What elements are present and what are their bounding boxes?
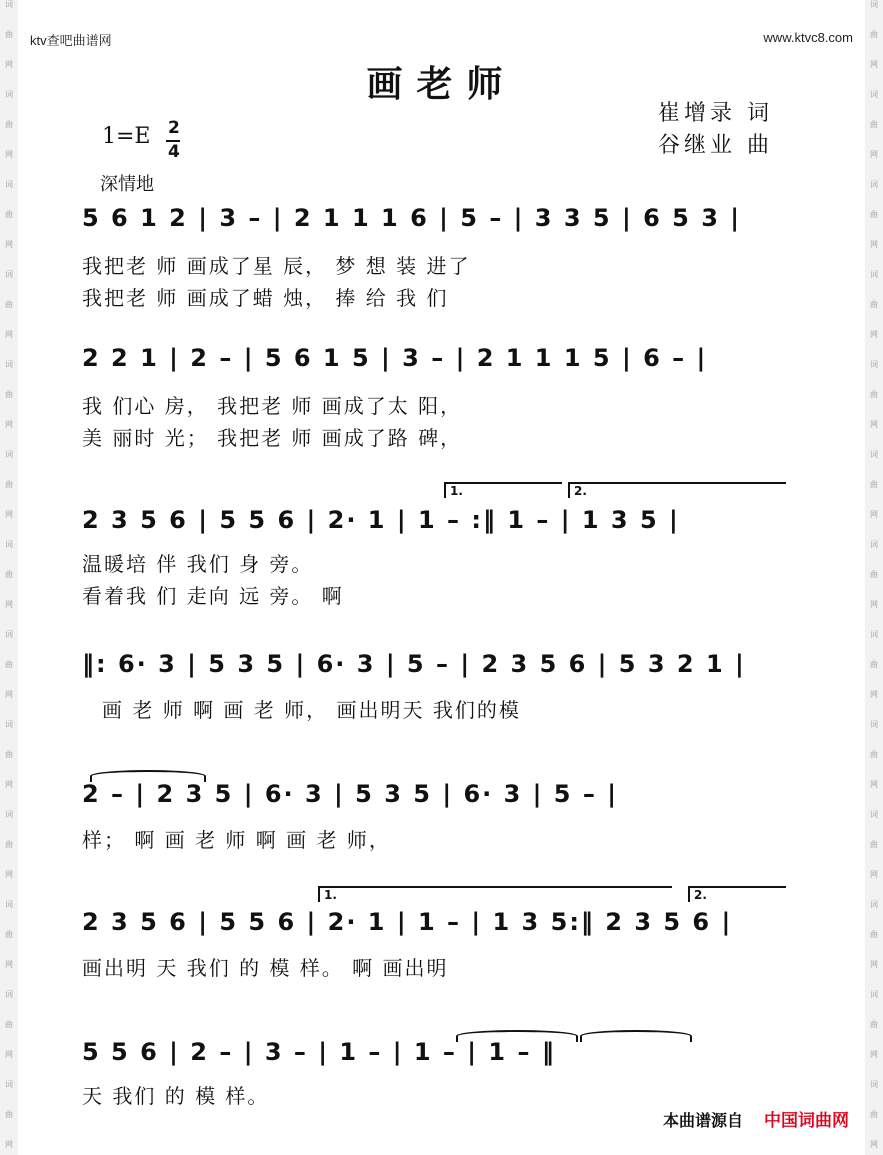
watermark-char: 词	[870, 990, 878, 999]
watermark-char: 曲	[5, 30, 13, 39]
lyrics-line-1-verse-2: 我把老 师 画成了蜡 烛， 捧 给 我 们	[82, 286, 449, 310]
watermark-char: 词	[5, 0, 13, 9]
watermark-char: 网	[5, 1140, 13, 1149]
watermark-char: 网	[870, 150, 878, 159]
watermark-char: 网	[870, 330, 878, 339]
watermark-char: 词	[5, 90, 13, 99]
notation-line-1: 5 6 1 2 | 3 – | 2 1 1 1 6 | 5 – | 3 3 5 | 6 5 3 |	[82, 204, 742, 232]
watermark-char: 网	[5, 510, 13, 519]
lyrics-line-7: 天 我们 的 模 样。	[82, 1084, 270, 1108]
watermark-char: 网	[5, 960, 13, 969]
lyrics-line-3-verse-1: 温暖培 伴 我们 身 旁。	[82, 552, 314, 576]
watermark-char: 曲	[5, 570, 13, 579]
watermark-char: 曲	[870, 1020, 878, 1029]
watermark-char: 曲	[5, 390, 13, 399]
watermark-char: 网	[5, 1050, 13, 1059]
watermark-char: 词	[5, 540, 13, 549]
watermark-char: 曲	[870, 480, 878, 489]
watermark-char: 网	[5, 600, 13, 609]
song-title: 画老师	[366, 63, 517, 105]
watermark-char: 曲	[5, 840, 13, 849]
watermark-char: 词	[870, 270, 878, 279]
notation-line-3: 2 3 5 6 | 5 5 6 | 2· 1 | 1 – :‖ 1 – | 1 3 5 |	[82, 506, 680, 534]
watermark-char: 曲	[5, 930, 13, 939]
watermark-char: 网	[870, 1050, 878, 1059]
watermark-char: 词	[870, 1080, 878, 1089]
watermark-char: 词	[870, 450, 878, 459]
watermark-char: 词	[5, 180, 13, 189]
footer-source-site[interactable]: 中国词曲网	[764, 1111, 849, 1131]
watermark-char: 曲	[5, 480, 13, 489]
watermark-char: 网	[870, 690, 878, 699]
watermark-char: 网	[5, 870, 13, 879]
watermark-char: 曲	[870, 570, 878, 579]
watermark-char: 网	[5, 240, 13, 249]
watermark-char: 词	[5, 270, 13, 279]
watermark-char: 网	[5, 150, 13, 159]
key-signature: 1=E	[102, 124, 151, 149]
watermark-char: 曲	[870, 930, 878, 939]
lyrics-line-5: 样； 啊 画 老 师 啊 画 老 师，	[82, 828, 391, 852]
watermark-char: 网	[5, 690, 13, 699]
footer-source-label: 本曲谱源自	[662, 1111, 743, 1130]
time-signature-bottom: 4	[168, 142, 180, 162]
tempo-marking: 深情地	[100, 174, 154, 195]
watermark-char: 网	[870, 240, 878, 249]
lyricist-credit: 崔增录 词	[658, 101, 773, 126]
watermark-char: 曲	[870, 390, 878, 399]
watermark-char: 曲	[870, 840, 878, 849]
volta-first-line-6: 1.	[318, 886, 672, 902]
watermark-char: 网	[5, 330, 13, 339]
watermark-char: 网	[5, 420, 13, 429]
watermark-char: 网	[870, 420, 878, 429]
watermark-char: 网	[870, 600, 878, 609]
lyrics-line-3-verse-2: 看着我 们 走向 远 旁。 啊	[82, 584, 344, 608]
watermark-char: 词	[870, 0, 878, 9]
lyrics-line-6: 画出明 天 我们 的 模 样。 啊 画出明	[82, 956, 449, 980]
watermark-char: 曲	[5, 1110, 13, 1119]
watermark-char: 网	[5, 780, 13, 789]
time-signature-top: 2	[168, 118, 180, 138]
watermark-char: 词	[5, 900, 13, 909]
watermark-char: 曲	[870, 300, 878, 309]
watermark-char: 网	[870, 960, 878, 969]
watermark-char: 词	[870, 720, 878, 729]
watermark-char: 词	[5, 450, 13, 459]
watermark-char: 网	[870, 780, 878, 789]
lyrics-line-2-verse-2: 美 丽时 光； 我把老 师 画成了路 碑，	[82, 426, 463, 450]
watermark-char: 曲	[870, 660, 878, 669]
volta-second: 2.	[568, 482, 786, 498]
watermark-char: 词	[870, 630, 878, 639]
notation-line-2: 2 2 1 | 2 – | 5 6 1 5 | 3 – | 2 1 1 1 5 | 6 – |	[82, 344, 708, 372]
watermark-char: 曲	[870, 750, 878, 759]
watermark-char: 词	[5, 720, 13, 729]
watermark-char: 曲	[5, 1020, 13, 1029]
volta-first: 1.	[444, 482, 562, 498]
tie-line-7-b	[580, 1030, 692, 1042]
watermark-char: 词	[5, 1080, 13, 1089]
watermark-char: 词	[870, 180, 878, 189]
watermark-char: 曲	[870, 30, 878, 39]
watermark-char: 词	[870, 90, 878, 99]
watermark-char: 词	[870, 540, 878, 549]
notation-line-5: 2 – | 2 3 5 | 6· 3 | 5 3 5 | 6· 3 | 5 – |	[82, 780, 618, 808]
watermark-char: 词	[5, 990, 13, 999]
watermark-char: 曲	[5, 210, 13, 219]
watermark-char: 词	[870, 360, 878, 369]
lyrics-line-4: 画 老 师 啊 画 老 师， 画出明天 我们的模	[102, 698, 521, 722]
watermark-char: 词	[5, 360, 13, 369]
notation-line-7: 5 5 6 | 2 – | 3 – | 1 – | 1 – | 1 – ‖	[82, 1038, 556, 1066]
watermark-char: 曲	[5, 120, 13, 129]
watermark-char: 词	[5, 630, 13, 639]
watermark-char: 词	[870, 900, 878, 909]
watermark-char: 曲	[5, 660, 13, 669]
lyrics-line-2-verse-1: 我 们心 房， 我把老 师 画成了太 阳，	[82, 394, 463, 418]
watermark-char: 词	[870, 810, 878, 819]
watermark-char: 曲	[870, 120, 878, 129]
header-left-site[interactable]: ktv查吧曲谱网	[30, 33, 112, 48]
notation-line-6: 2 3 5 6 | 5 5 6 | 2· 1 | 1 – | 1 3 5:‖ 2 3 5 6 |	[82, 908, 733, 936]
header-right-site[interactable]: www.ktvc8.com	[763, 30, 853, 45]
volta-second-line-6: 2.	[688, 886, 786, 902]
watermark-char: 词	[5, 810, 13, 819]
watermark-char: 网	[870, 510, 878, 519]
watermark-char: 曲	[5, 750, 13, 759]
composer-credit: 谷继业 曲	[658, 133, 773, 158]
watermark-char: 曲	[5, 300, 13, 309]
watermark-char: 曲	[870, 1110, 878, 1119]
notation-line-4: ‖: 6· 3 | 5 3 5 | 6· 3 | 5 – | 2 3 5 6 | 5 3 2 1 |	[82, 650, 746, 678]
watermark-char: 网	[5, 60, 13, 69]
lyrics-line-1-verse-1: 我把老 师 画成了星 辰， 梦 想 装 进了	[82, 254, 471, 278]
watermark-char: 网	[870, 1140, 878, 1149]
watermark-char: 网	[870, 60, 878, 69]
watermark-char: 网	[870, 870, 878, 879]
watermark-char: 曲	[870, 210, 878, 219]
